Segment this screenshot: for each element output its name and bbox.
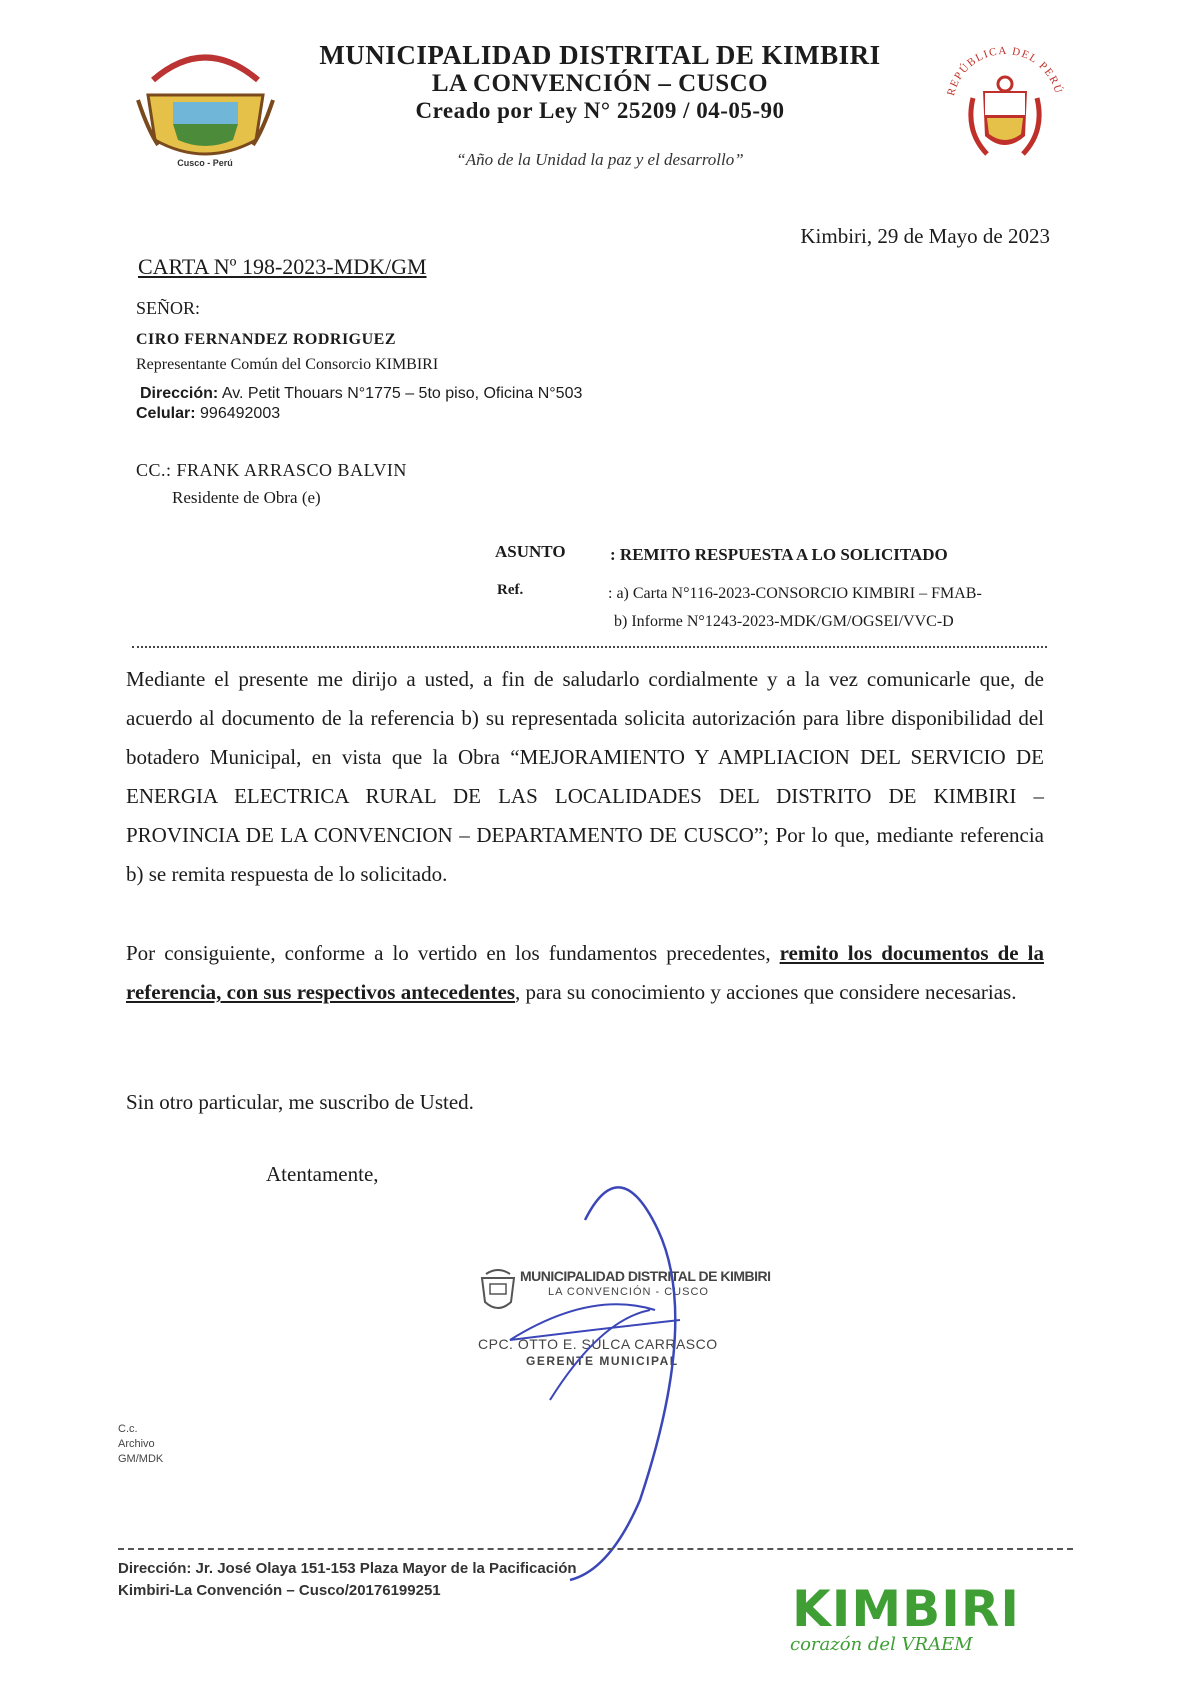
stamp-position: GERENTE MUNICIPAL: [526, 1354, 679, 1368]
kimbiri-brand-logo: KIMBIRI: [792, 1580, 1020, 1638]
header-location: LA CONVENCIÓN – CUSCO: [431, 70, 769, 97]
copies-list: [118, 1422, 163, 1467]
header-creation-law: Creado por Ley N° 25209 / 04-05-90: [415, 98, 785, 123]
recipient-phone-value: 996492003: [200, 405, 281, 422]
svg-text:Cusco - Perú: Cusco - Perú: [177, 158, 233, 168]
recipient-phone: [136, 405, 280, 423]
subject-value: : REMITO RESPUESTA A LO SOLICITADO: [610, 545, 948, 564]
recipient-address: [140, 385, 582, 403]
cc-recipient: CC.: FRANK ARRASCO BALVIN: [136, 460, 407, 480]
recipient-salutation: SEÑOR:: [136, 298, 201, 318]
body-paragraph-1: Mediante el presente me dirijo a usted, a fin de saludarlo cordialmente y a la vez comunicarle que, de acuerdo al documento de la referencia b) su representada solicita autorización para libre disponibilidad del botadero Municipal, en vista que la Obra “MEJORAMIENTO Y AMPLIACION DEL SERVICIO DE ENERGIA ELECTRICA RURAL DE LAS LOCALIDADES DEL DISTRITO DE KIMBIRI – PROVINCIA DE LA CONVENCION – DEPARTAMENTO DE CUSCO”; Por lo que, mediante referencia b) se remita respuesta de lo solicitado.: [126, 667, 1044, 886]
letter-number: CARTA Nº 198-2023-MDK/GM: [138, 254, 427, 279]
svg-text:REPÚBLICA DEL PERÚ: REPÚBLICA DEL PERÚ: [945, 44, 1065, 98]
p2-start: Por consiguiente, conforme a lo vertido en los fundamentos precedentes,: [126, 941, 780, 965]
stamp-title: MUNICIPALIDAD DISTRITAL DE KIMBIRI: [520, 1268, 771, 1284]
recipient-name: CIRO FERNANDEZ RODRIGUEZ: [136, 331, 397, 348]
copies-item: C.c.: [118, 1423, 138, 1435]
year-motto: “Año de la Unidad la paz y el desarrollo”: [456, 150, 744, 169]
stamp-signer: CPC. OTTO E. SULCA CARRASCO: [478, 1336, 718, 1352]
reference-b: b) Informe N°1243-2023-MDK/GM/OGSEI/VVC-D: [614, 613, 954, 630]
body-paragraph-2: [126, 934, 1044, 1012]
recipient-role: Representante Común del Consorcio KIMBIRI: [136, 356, 439, 373]
reference-a: : a) Carta N°116-2023-CONSORCIO KIMBIRI – FMAB-: [608, 585, 982, 602]
footer-address-line-1: Dirección: Jr. José Olaya 151-153 Plaza Mayor de la Pacificación: [118, 1560, 577, 1577]
cc-recipient-role: Residente de Obra (e): [172, 488, 321, 507]
header-municipality-name: MUNICIPALIDAD DISTRITAL DE KIMBIRI: [319, 40, 881, 70]
copies-item: GM/MDK: [118, 1453, 164, 1465]
p2-end: , para su conocimiento y acciones que considere necesarias.: [515, 980, 1017, 1004]
closing-salutation: Atentamente,: [266, 1162, 379, 1186]
recipient-address-value: Av. Petit Thouars N°1775 – 5to piso, Oficina N°503: [221, 385, 583, 402]
kimbiri-brand-tagline: corazón del VRAEM: [790, 1634, 973, 1655]
recipient-phone-label: Celular:: [136, 405, 196, 422]
body-paragraph-3: Sin otro particular, me suscribo de Usted.: [126, 1090, 474, 1114]
p2-underlined: remito los documentos de la referencia, con sus respectivos antecedentes: [126, 941, 1044, 1004]
footer-address-line-2: Kimbiri-La Convención – Cusco/20176199251: [118, 1582, 441, 1599]
copies-item: Archivo: [118, 1438, 155, 1450]
reference-label: Ref.: [497, 582, 524, 598]
handwritten-signature: [470, 1170, 770, 1590]
footer-separator: [118, 1548, 1073, 1550]
dotted-separator: [132, 646, 1047, 648]
recipient-address-label: Dirección:: [140, 385, 219, 402]
subject-label: ASUNTO: [495, 542, 566, 561]
stamp-subtitle: LA CONVENCIÓN - CUSCO: [548, 1286, 709, 1298]
letter-date: Kimbiri, 29 de Mayo de 2023: [800, 224, 1050, 248]
